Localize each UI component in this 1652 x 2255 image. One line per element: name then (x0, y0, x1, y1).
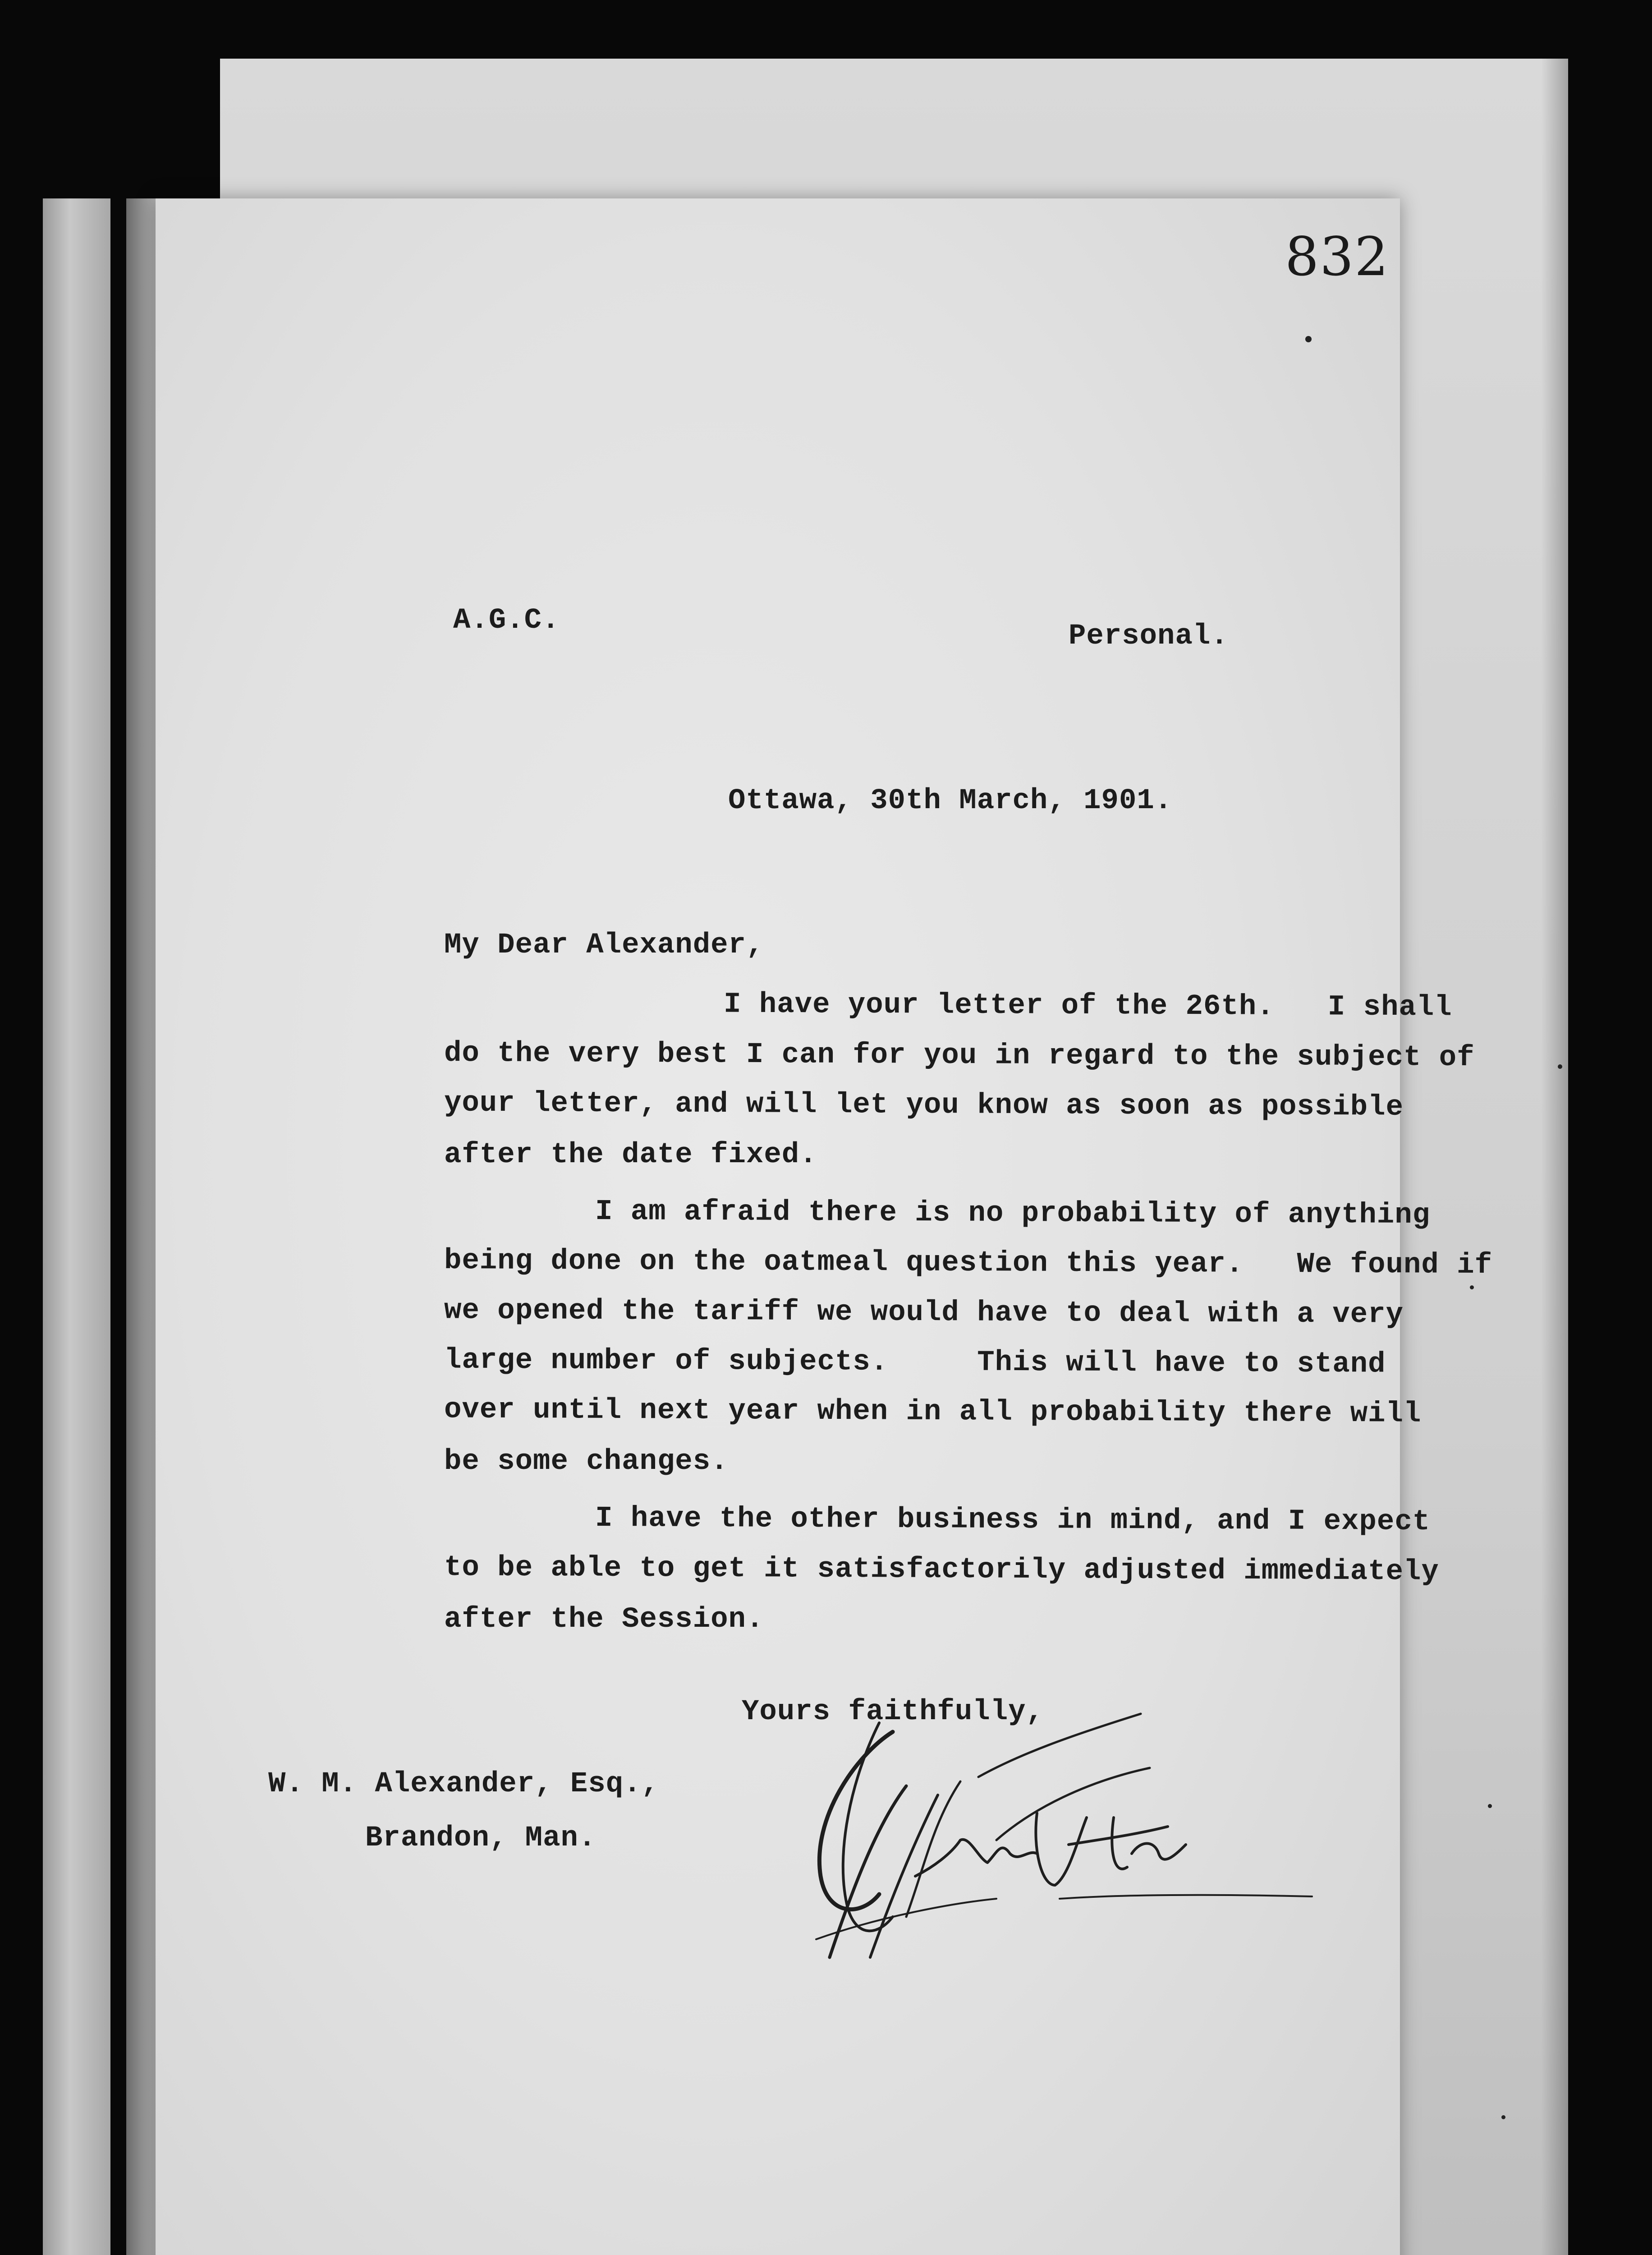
ink-dot (1501, 2115, 1505, 2119)
body-line: large number of subjects. This will have to stand (444, 1344, 1386, 1381)
ink-dot (1305, 336, 1312, 342)
body-line: to be able to get it satisfactorily adjusted immediately (444, 1551, 1439, 1588)
body-line: being done on the oatmeal question this year. We found if (444, 1244, 1493, 1282)
binding-strip (43, 198, 110, 2255)
body-line: after the date fixed. (444, 1139, 817, 1171)
salutation: My Dear Alexander, (444, 929, 764, 962)
body-line: be some changes. (444, 1445, 729, 1478)
page-number: 832 (1285, 226, 1390, 288)
body-line: do the very best I can for you in regard to the subject of (444, 1037, 1475, 1074)
body-line: I have your letter of the 26th. I shall (723, 988, 1452, 1024)
sender-initials: A.G.C. (453, 604, 560, 637)
ink-dot (1470, 1285, 1474, 1289)
body-line: I am afraid there is no probability of anything (595, 1195, 1431, 1232)
body-line: after the Session. (444, 1603, 764, 1636)
dateline: Ottawa, 30th March, 1901. (728, 785, 1173, 817)
recipient-name: W. M. Alexander, Esq., (268, 1768, 659, 1800)
binding-edge (126, 198, 158, 2255)
body-line: I have the other business in mind, and I expect (595, 1502, 1431, 1539)
ink-dot (1488, 1804, 1492, 1808)
closing: Yours faithfully, (742, 1696, 1044, 1728)
handwritten-signature (744, 1705, 1375, 1984)
body-line: we opened the tariff we would have to deal with a very (444, 1294, 1404, 1331)
body-line: over until next year when in all probability there will (444, 1394, 1422, 1431)
body-line: your letter, and will let you know as soon as possible (444, 1087, 1404, 1124)
recipient-place: Brandon, Man. (365, 1822, 597, 1855)
ink-dot (1558, 1064, 1562, 1069)
personal-marking: Personal. (1069, 620, 1229, 653)
